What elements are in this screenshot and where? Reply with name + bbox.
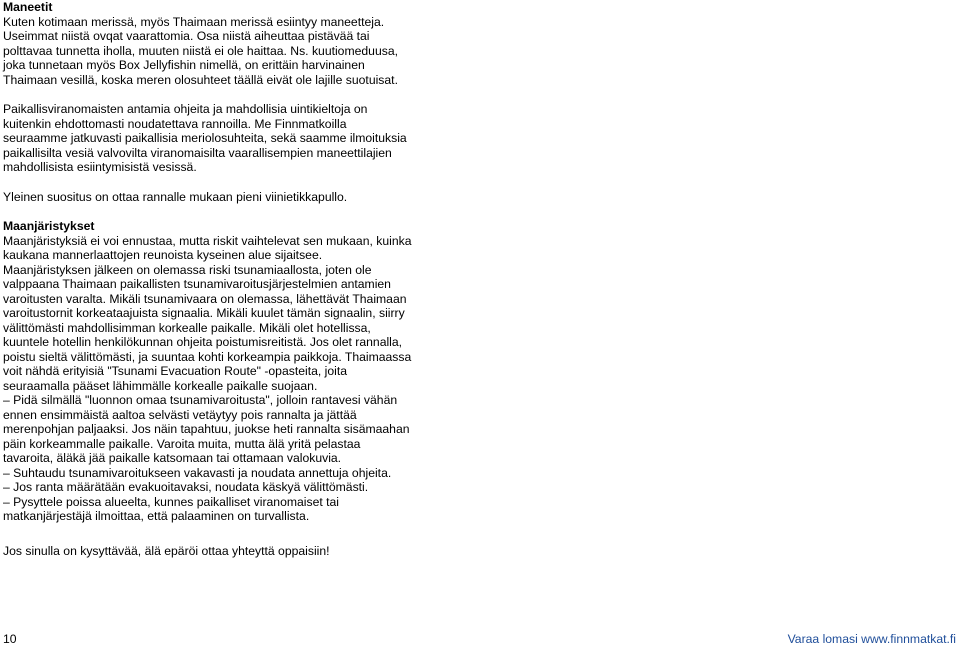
- text-line: joka tunnetaan myös Box Jellyfishin nimellä, on erittäin harvinainen: [3, 58, 365, 72]
- text-line: varoitusten varalta. Mikäli tsunamivaara on olemassa, lähettävät Thaimaan: [3, 291, 407, 306]
- text-line: kaukana mannerlaattojen reunoista kyseinen alue sijaitsee.: [3, 248, 323, 262]
- text-line: välittömästi mahdollisimman korkealle paikalle. Mikäli olet hotellissa,: [3, 320, 371, 335]
- text-line: – Pysyttele poissa alueelta, kunnes paikalliset viranomaiset tai: [3, 494, 340, 509]
- text-line: mahdollisista esiintymisistä vesissä.: [3, 160, 197, 174]
- text-line: Thaimaan vesillä, koska meren olosuhteet täällä eivät ole lajille suotuisat.: [3, 72, 398, 87]
- text-line: merenpohjan paljaaksi. Jos näin tapahtuu, juokse heti rannalta sisämaahan: [3, 422, 410, 436]
- text-line: valppaana Thaimaan paikallisten tsunamivaroitusjärjestelmien antamien: [3, 277, 391, 291]
- text-line: paikallisilta vesiä valvovilta viranomaisilta vaarallisempien maneettilajien: [3, 145, 392, 160]
- footer-website-link[interactable]: Varaa lomasi www.finnmatkat.fi: [787, 632, 956, 646]
- text-line: Kuten kotimaan merissä, myös Thaimaan merissä esiintyy maneetteja.: [3, 14, 385, 29]
- text-line: – Jos ranta määrätään evakuoitavaksi, noudata käskyä välittömästi.: [3, 480, 369, 494]
- text-line: seuraamme jatkuvasti paikallisia meriolosuhteita, sekä saamme ilmoituksia: [3, 131, 407, 145]
- text-line: Jos sinulla on kysyttävää, älä epäröi ottaa yhteyttä oppaisiin!: [3, 544, 330, 558]
- text-line: Yleinen suositus on ottaa rannalle mukaan pieni viinietikkapullo.: [3, 189, 348, 204]
- text-line: poistu sieltä välittömästi, ja suuntaa kohti korkeampia paikkoja. Thaimaassa: [3, 349, 412, 364]
- text-line: Maanjäristyksen jälkeen on olemassa riski tsunamiaallosta, joten ole: [3, 262, 372, 277]
- text-line: seuraamalla pääset lähimmälle korkealle paikalle suojaan.: [3, 378, 318, 393]
- text-line: matkanjärjestäjä ilmoittaa, että palaaminen on turvallista.: [3, 509, 310, 523]
- text-line: päin korkeammalle paikalle. Varoita muita, mutta älä yritä pelastaa: [3, 436, 361, 451]
- text-line: Useimmat niistä ovqat vaarattomia. Osa niistä aiheuttaa pistävää tai: [3, 29, 370, 43]
- text-line: Maanjäristyksiä ei voi ennustaa, mutta riskit vaihtelevat sen mukaan, kuinka: [3, 233, 412, 248]
- text-line: kuitenkin ehdottomasti noudatettava rannoilla. Me Finnmatkoilla: [3, 116, 347, 131]
- section-heading-maanjaristykset: Maanjäristykset: [3, 219, 95, 233]
- section-heading-maneetit: Maneetit: [3, 0, 53, 14]
- text-line: – Suhtaudu tsunamivaroitukseen vakavasti ja noudata annettuja ohjeita.: [3, 465, 392, 480]
- page-number: 10: [3, 632, 17, 646]
- text-line: – Pidä silmällä "luonnon omaa tsunamivaroitusta", jolloin rantavesi vähän: [3, 393, 398, 407]
- text-line: polttavaa tunnetta iholla, muuten niistä ei ole haittaa. Ns. kuutiomeduusa,: [3, 43, 398, 58]
- text-line: Paikallisviranomaisten antamia ohjeita ja mahdollisia uintikieltoja on: [3, 102, 368, 116]
- text-line: tavaroita, äläkä jää paikalle katsomaan tai ottamaan valokuvia.: [3, 451, 342, 465]
- text-line: voit nähdä erityisiä "Tsunami Evacuation Route" -opasteita, joita: [3, 364, 347, 378]
- text-line: ennen ensimmäistä aaltoa selvästi vetäytyy pois rannalta ja jättää: [3, 407, 357, 422]
- text-line: kuuntele hotellin henkilökunnan ohjeita poistumisreitistä. Jos olet rannalla,: [3, 335, 403, 349]
- text-line: varoitustornit korkeataajuista signaalia. Mikäli kuulet tämän signaalin, siirry: [3, 306, 405, 320]
